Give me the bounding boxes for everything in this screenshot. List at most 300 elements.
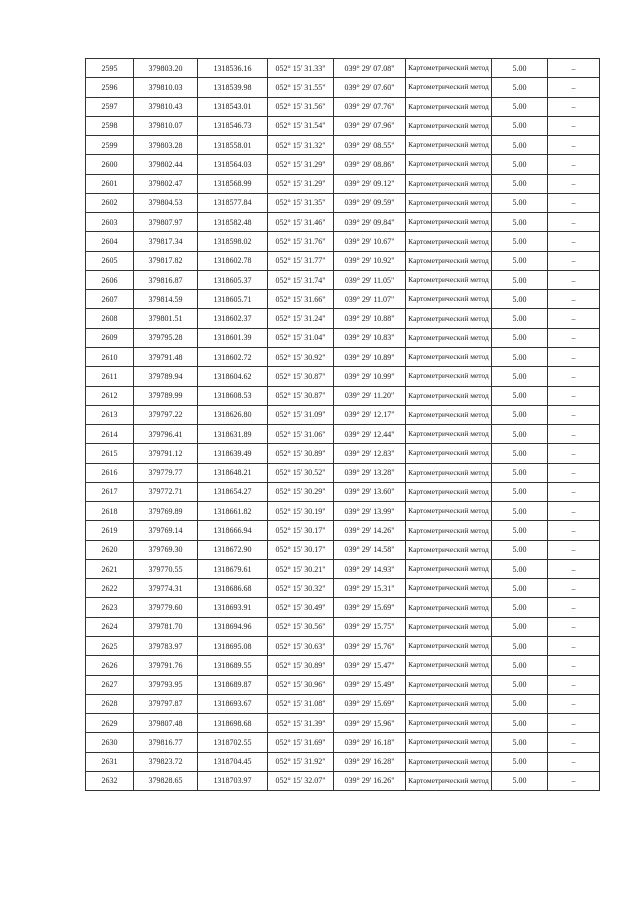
method-cell: Картометрический метод (406, 502, 492, 521)
method-cell: Картометрический метод (406, 675, 492, 694)
x-coordinate-cell: 379802.47 (134, 174, 198, 193)
point-number-cell: 2614 (86, 425, 134, 444)
table-row (86, 193, 600, 212)
latitude-cell: 052° 15' 31.39" (268, 714, 334, 733)
note-cell: – (548, 155, 600, 174)
x-coordinate-cell: 379817.82 (134, 251, 198, 270)
longitude-cell: 039° 29' 15.69" (334, 598, 406, 617)
longitude-cell: 039° 29' 16.28" (334, 752, 406, 771)
method-cell: Картометрический метод (406, 386, 492, 405)
point-number-cell: 2624 (86, 617, 134, 636)
latitude-cell: 052° 15' 30.32" (268, 579, 334, 598)
accuracy-cell: 5.00 (492, 367, 548, 386)
longitude-cell: 039° 29' 16.18" (334, 733, 406, 752)
table-row (86, 116, 600, 135)
table-row (86, 290, 600, 309)
method-cell: Картометрический метод (406, 213, 492, 232)
table-row (86, 482, 600, 501)
accuracy-cell: 5.00 (492, 309, 548, 328)
accuracy-cell: 5.00 (492, 598, 548, 617)
table-row (86, 386, 600, 405)
note-cell: – (548, 675, 600, 694)
x-coordinate-cell: 379810.07 (134, 116, 198, 135)
latitude-cell: 052° 15' 30.17" (268, 540, 334, 559)
x-coordinate-cell: 379810.43 (134, 97, 198, 116)
table-row (86, 309, 600, 328)
y-coordinate-cell: 1318605.71 (198, 290, 268, 309)
y-coordinate-cell: 1318577.84 (198, 193, 268, 212)
longitude-cell: 039° 29' 15.96" (334, 714, 406, 733)
accuracy-cell: 5.00 (492, 540, 548, 559)
table-row (86, 328, 600, 347)
accuracy-cell: 5.00 (492, 251, 548, 270)
x-coordinate-cell: 379772.71 (134, 482, 198, 501)
point-number-cell: 2618 (86, 502, 134, 521)
point-number-cell: 2623 (86, 598, 134, 617)
method-cell: Картометрический метод (406, 97, 492, 116)
latitude-cell: 052° 15' 30.63" (268, 636, 334, 655)
longitude-cell: 039° 29' 07.08" (334, 59, 406, 78)
table-row (86, 251, 600, 270)
method-cell: Картометрический метод (406, 636, 492, 655)
x-coordinate-cell: 379804.53 (134, 193, 198, 212)
point-number-cell: 2600 (86, 155, 134, 174)
table-row (86, 733, 600, 752)
accuracy-cell: 5.00 (492, 425, 548, 444)
note-cell: – (548, 193, 600, 212)
x-coordinate-cell: 379779.60 (134, 598, 198, 617)
note-cell: – (548, 694, 600, 713)
latitude-cell: 052° 15' 30.89" (268, 656, 334, 675)
longitude-cell: 039° 29' 15.47" (334, 656, 406, 675)
latitude-cell: 052° 15' 31.08" (268, 694, 334, 713)
latitude-cell: 052° 15' 31.35" (268, 193, 334, 212)
x-coordinate-cell: 379810.03 (134, 78, 198, 97)
longitude-cell: 039° 29' 10.83" (334, 328, 406, 347)
method-cell: Картометрический метод (406, 328, 492, 347)
table-row (86, 617, 600, 636)
method-cell: Картометрический метод (406, 78, 492, 97)
accuracy-cell: 5.00 (492, 694, 548, 713)
y-coordinate-cell: 1318702.55 (198, 733, 268, 752)
note-cell: – (548, 752, 600, 771)
latitude-cell: 052° 15' 31.33" (268, 59, 334, 78)
point-number-cell: 2632 (86, 771, 134, 790)
latitude-cell: 052° 15' 32.07" (268, 771, 334, 790)
y-coordinate-cell: 1318689.55 (198, 656, 268, 675)
x-coordinate-cell: 379789.94 (134, 367, 198, 386)
point-number-cell: 2620 (86, 540, 134, 559)
latitude-cell: 052° 15' 31.55" (268, 78, 334, 97)
note-cell: – (548, 97, 600, 116)
latitude-cell: 052° 15' 30.21" (268, 559, 334, 578)
method-cell: Картометрический метод (406, 309, 492, 328)
point-number-cell: 2596 (86, 78, 134, 97)
note-cell: – (548, 78, 600, 97)
x-coordinate-cell: 379791.12 (134, 444, 198, 463)
latitude-cell: 052° 15' 30.87" (268, 386, 334, 405)
accuracy-cell: 5.00 (492, 97, 548, 116)
note-cell: – (548, 771, 600, 790)
accuracy-cell: 5.00 (492, 232, 548, 251)
y-coordinate-cell: 1318686.68 (198, 579, 268, 598)
y-coordinate-cell: 1318648.21 (198, 463, 268, 482)
table-row (86, 771, 600, 790)
note-cell: – (548, 270, 600, 289)
latitude-cell: 052° 15' 31.66" (268, 290, 334, 309)
note-cell: – (548, 579, 600, 598)
y-coordinate-cell: 1318704.45 (198, 752, 268, 771)
note-cell: – (548, 136, 600, 155)
note-cell: – (548, 405, 600, 424)
note-cell: – (548, 559, 600, 578)
y-coordinate-cell: 1318601.39 (198, 328, 268, 347)
latitude-cell: 052° 15' 31.76" (268, 232, 334, 251)
accuracy-cell: 5.00 (492, 444, 548, 463)
x-coordinate-cell: 379793.95 (134, 675, 198, 694)
x-coordinate-cell: 379803.20 (134, 59, 198, 78)
latitude-cell: 052° 15' 30.29" (268, 482, 334, 501)
longitude-cell: 039° 29' 15.49" (334, 675, 406, 694)
point-number-cell: 2610 (86, 347, 134, 366)
table-row (86, 559, 600, 578)
method-cell: Картометрический метод (406, 598, 492, 617)
method-cell: Картометрический метод (406, 136, 492, 155)
longitude-cell: 039° 29' 10.92" (334, 251, 406, 270)
accuracy-cell: 5.00 (492, 136, 548, 155)
longitude-cell: 039° 29' 08.55" (334, 136, 406, 155)
longitude-cell: 039° 29' 10.67" (334, 232, 406, 251)
y-coordinate-cell: 1318605.37 (198, 270, 268, 289)
x-coordinate-cell: 379797.87 (134, 694, 198, 713)
longitude-cell: 039° 29' 10.88" (334, 309, 406, 328)
y-coordinate-cell: 1318666.94 (198, 521, 268, 540)
method-cell: Картометрический метод (406, 174, 492, 193)
accuracy-cell: 5.00 (492, 752, 548, 771)
y-coordinate-cell: 1318598.02 (198, 232, 268, 251)
y-coordinate-cell: 1318539.98 (198, 78, 268, 97)
table-row (86, 675, 600, 694)
x-coordinate-cell: 379774.31 (134, 579, 198, 598)
point-number-cell: 2627 (86, 675, 134, 694)
longitude-cell: 039° 29' 15.76" (334, 636, 406, 655)
method-cell: Картометрический метод (406, 771, 492, 790)
latitude-cell: 052° 15' 31.06" (268, 425, 334, 444)
x-coordinate-cell: 379817.34 (134, 232, 198, 251)
y-coordinate-cell: 1318693.67 (198, 694, 268, 713)
accuracy-cell: 5.00 (492, 482, 548, 501)
y-coordinate-cell: 1318602.72 (198, 347, 268, 366)
x-coordinate-cell: 379789.99 (134, 386, 198, 405)
method-cell: Картометрический метод (406, 116, 492, 135)
table-row (86, 579, 600, 598)
longitude-cell: 039° 29' 14.93" (334, 559, 406, 578)
latitude-cell: 052° 15' 30.87" (268, 367, 334, 386)
method-cell: Картометрический метод (406, 559, 492, 578)
longitude-cell: 039° 29' 13.99" (334, 502, 406, 521)
note-cell: – (548, 59, 600, 78)
accuracy-cell: 5.00 (492, 463, 548, 482)
y-coordinate-cell: 1318602.37 (198, 309, 268, 328)
method-cell: Картометрический метод (406, 59, 492, 78)
point-number-cell: 2621 (86, 559, 134, 578)
accuracy-cell: 5.00 (492, 714, 548, 733)
accuracy-cell: 5.00 (492, 733, 548, 752)
point-number-cell: 2616 (86, 463, 134, 482)
note-cell: – (548, 521, 600, 540)
latitude-cell: 052° 15' 30.52" (268, 463, 334, 482)
table-row (86, 656, 600, 675)
method-cell: Картометрический метод (406, 251, 492, 270)
longitude-cell: 039° 29' 08.86" (334, 155, 406, 174)
x-coordinate-cell: 379816.77 (134, 733, 198, 752)
x-coordinate-cell: 379796.41 (134, 425, 198, 444)
y-coordinate-cell: 1318582.48 (198, 213, 268, 232)
method-cell: Картометрический метод (406, 290, 492, 309)
note-cell: – (548, 213, 600, 232)
y-coordinate-cell: 1318608.53 (198, 386, 268, 405)
method-cell: Картометрический метод (406, 463, 492, 482)
note-cell: – (548, 174, 600, 193)
note-cell: – (548, 656, 600, 675)
latitude-cell: 052° 15' 31.92" (268, 752, 334, 771)
table-body (86, 59, 600, 791)
longitude-cell: 039° 29' 10.99" (334, 367, 406, 386)
point-number-cell: 2617 (86, 482, 134, 501)
table-row (86, 347, 600, 366)
accuracy-cell: 5.00 (492, 193, 548, 212)
y-coordinate-cell: 1318698.68 (198, 714, 268, 733)
longitude-cell: 039° 29' 11.20" (334, 386, 406, 405)
point-number-cell: 2602 (86, 193, 134, 212)
x-coordinate-cell: 379803.28 (134, 136, 198, 155)
point-number-cell: 2612 (86, 386, 134, 405)
point-number-cell: 2625 (86, 636, 134, 655)
point-number-cell: 2629 (86, 714, 134, 733)
table-row (86, 598, 600, 617)
accuracy-cell: 5.00 (492, 771, 548, 790)
table-row (86, 714, 600, 733)
latitude-cell: 052° 15' 31.54" (268, 116, 334, 135)
accuracy-cell: 5.00 (492, 675, 548, 694)
table-row (86, 174, 600, 193)
y-coordinate-cell: 1318654.27 (198, 482, 268, 501)
accuracy-cell: 5.00 (492, 521, 548, 540)
table-row (86, 752, 600, 771)
x-coordinate-cell: 379816.87 (134, 270, 198, 289)
table-row (86, 136, 600, 155)
point-number-cell: 2601 (86, 174, 134, 193)
table-row (86, 59, 600, 78)
table-row (86, 97, 600, 116)
longitude-cell: 039° 29' 12.17" (334, 405, 406, 424)
longitude-cell: 039° 29' 15.31" (334, 579, 406, 598)
x-coordinate-cell: 379814.59 (134, 290, 198, 309)
y-coordinate-cell: 1318693.91 (198, 598, 268, 617)
method-cell: Картометрический метод (406, 617, 492, 636)
table-row (86, 540, 600, 559)
y-coordinate-cell: 1318689.87 (198, 675, 268, 694)
method-cell: Картометрический метод (406, 733, 492, 752)
y-coordinate-cell: 1318546.73 (198, 116, 268, 135)
latitude-cell: 052° 15' 31.74" (268, 270, 334, 289)
note-cell: – (548, 463, 600, 482)
accuracy-cell: 5.00 (492, 155, 548, 174)
table-row (86, 636, 600, 655)
point-number-cell: 2607 (86, 290, 134, 309)
latitude-cell: 052° 15' 31.69" (268, 733, 334, 752)
y-coordinate-cell: 1318602.78 (198, 251, 268, 270)
x-coordinate-cell: 379807.48 (134, 714, 198, 733)
method-cell: Картометрический метод (406, 444, 492, 463)
note-cell: – (548, 290, 600, 309)
y-coordinate-cell: 1318639.49 (198, 444, 268, 463)
longitude-cell: 039° 29' 11.05" (334, 270, 406, 289)
note-cell: – (548, 733, 600, 752)
method-cell: Картометрический метод (406, 405, 492, 424)
latitude-cell: 052° 15' 31.24" (268, 309, 334, 328)
point-number-cell: 2608 (86, 309, 134, 328)
method-cell: Картометрический метод (406, 579, 492, 598)
method-cell: Картометрический метод (406, 155, 492, 174)
accuracy-cell: 5.00 (492, 78, 548, 97)
accuracy-cell: 5.00 (492, 636, 548, 655)
longitude-cell: 039° 29' 13.28" (334, 463, 406, 482)
table-row (86, 521, 600, 540)
y-coordinate-cell: 1318631.89 (198, 425, 268, 444)
latitude-cell: 052° 15' 31.04" (268, 328, 334, 347)
accuracy-cell: 5.00 (492, 174, 548, 193)
accuracy-cell: 5.00 (492, 328, 548, 347)
y-coordinate-cell: 1318672.90 (198, 540, 268, 559)
note-cell: – (548, 482, 600, 501)
point-number-cell: 2605 (86, 251, 134, 270)
x-coordinate-cell: 379769.30 (134, 540, 198, 559)
point-number-cell: 2604 (86, 232, 134, 251)
table-row (86, 232, 600, 251)
longitude-cell: 039° 29' 10.89" (334, 347, 406, 366)
note-cell: – (548, 502, 600, 521)
note-cell: – (548, 540, 600, 559)
accuracy-cell: 5.00 (492, 579, 548, 598)
y-coordinate-cell: 1318604.62 (198, 367, 268, 386)
x-coordinate-cell: 379823.72 (134, 752, 198, 771)
longitude-cell: 039° 29' 07.60" (334, 78, 406, 97)
longitude-cell: 039° 29' 14.58" (334, 540, 406, 559)
table-row (86, 425, 600, 444)
method-cell: Картометрический метод (406, 482, 492, 501)
note-cell: – (548, 347, 600, 366)
note-cell: – (548, 425, 600, 444)
point-number-cell: 2631 (86, 752, 134, 771)
note-cell: – (548, 636, 600, 655)
x-coordinate-cell: 379807.97 (134, 213, 198, 232)
latitude-cell: 052° 15' 31.29" (268, 155, 334, 174)
point-number-cell: 2613 (86, 405, 134, 424)
note-cell: – (548, 309, 600, 328)
note-cell: – (548, 116, 600, 135)
table-row (86, 213, 600, 232)
point-number-cell: 2603 (86, 213, 134, 232)
x-coordinate-cell: 379769.14 (134, 521, 198, 540)
point-number-cell: 2630 (86, 733, 134, 752)
method-cell: Картометрический метод (406, 656, 492, 675)
method-cell: Картометрический метод (406, 521, 492, 540)
coordinates-table (85, 58, 600, 791)
longitude-cell: 039° 29' 13.60" (334, 482, 406, 501)
latitude-cell: 052° 15' 30.96" (268, 675, 334, 694)
table-row (86, 694, 600, 713)
accuracy-cell: 5.00 (492, 59, 548, 78)
note-cell: – (548, 617, 600, 636)
x-coordinate-cell: 379802.44 (134, 155, 198, 174)
longitude-cell: 039° 29' 14.26" (334, 521, 406, 540)
y-coordinate-cell: 1318564.03 (198, 155, 268, 174)
longitude-cell: 039° 29' 16.26" (334, 771, 406, 790)
note-cell: – (548, 328, 600, 347)
method-cell: Картометрический метод (406, 694, 492, 713)
accuracy-cell: 5.00 (492, 290, 548, 309)
method-cell: Картометрический метод (406, 752, 492, 771)
note-cell: – (548, 251, 600, 270)
point-number-cell: 2599 (86, 136, 134, 155)
point-number-cell: 2597 (86, 97, 134, 116)
latitude-cell: 052° 15' 30.56" (268, 617, 334, 636)
point-number-cell: 2606 (86, 270, 134, 289)
x-coordinate-cell: 379828.65 (134, 771, 198, 790)
longitude-cell: 039° 29' 07.96" (334, 116, 406, 135)
latitude-cell: 052° 15' 31.32" (268, 136, 334, 155)
point-number-cell: 2619 (86, 521, 134, 540)
longitude-cell: 039° 29' 11.07" (334, 290, 406, 309)
x-coordinate-cell: 379783.97 (134, 636, 198, 655)
latitude-cell: 052° 15' 30.19" (268, 502, 334, 521)
note-cell: – (548, 444, 600, 463)
accuracy-cell: 5.00 (492, 656, 548, 675)
latitude-cell: 052° 15' 31.77" (268, 251, 334, 270)
latitude-cell: 052° 15' 31.56" (268, 97, 334, 116)
y-coordinate-cell: 1318694.96 (198, 617, 268, 636)
y-coordinate-cell: 1318661.82 (198, 502, 268, 521)
y-coordinate-cell: 1318568.99 (198, 174, 268, 193)
latitude-cell: 052° 15' 30.92" (268, 347, 334, 366)
method-cell: Картометрический метод (406, 367, 492, 386)
point-number-cell: 2622 (86, 579, 134, 598)
accuracy-cell: 5.00 (492, 386, 548, 405)
table-row (86, 405, 600, 424)
table-row (86, 78, 600, 97)
point-number-cell: 2609 (86, 328, 134, 347)
method-cell: Картометрический метод (406, 270, 492, 289)
latitude-cell: 052° 15' 30.89" (268, 444, 334, 463)
longitude-cell: 039° 29' 15.69" (334, 694, 406, 713)
longitude-cell: 039° 29' 07.76" (334, 97, 406, 116)
x-coordinate-cell: 379781.70 (134, 617, 198, 636)
longitude-cell: 039° 29' 12.83" (334, 444, 406, 463)
method-cell: Картометрический метод (406, 232, 492, 251)
note-cell: – (548, 598, 600, 617)
x-coordinate-cell: 379791.76 (134, 656, 198, 675)
x-coordinate-cell: 379797.22 (134, 405, 198, 424)
point-number-cell: 2615 (86, 444, 134, 463)
point-number-cell: 2626 (86, 656, 134, 675)
longitude-cell: 039° 29' 09.84" (334, 213, 406, 232)
point-number-cell: 2598 (86, 116, 134, 135)
method-cell: Картометрический метод (406, 347, 492, 366)
y-coordinate-cell: 1318695.08 (198, 636, 268, 655)
table-row (86, 155, 600, 174)
x-coordinate-cell: 379791.48 (134, 347, 198, 366)
